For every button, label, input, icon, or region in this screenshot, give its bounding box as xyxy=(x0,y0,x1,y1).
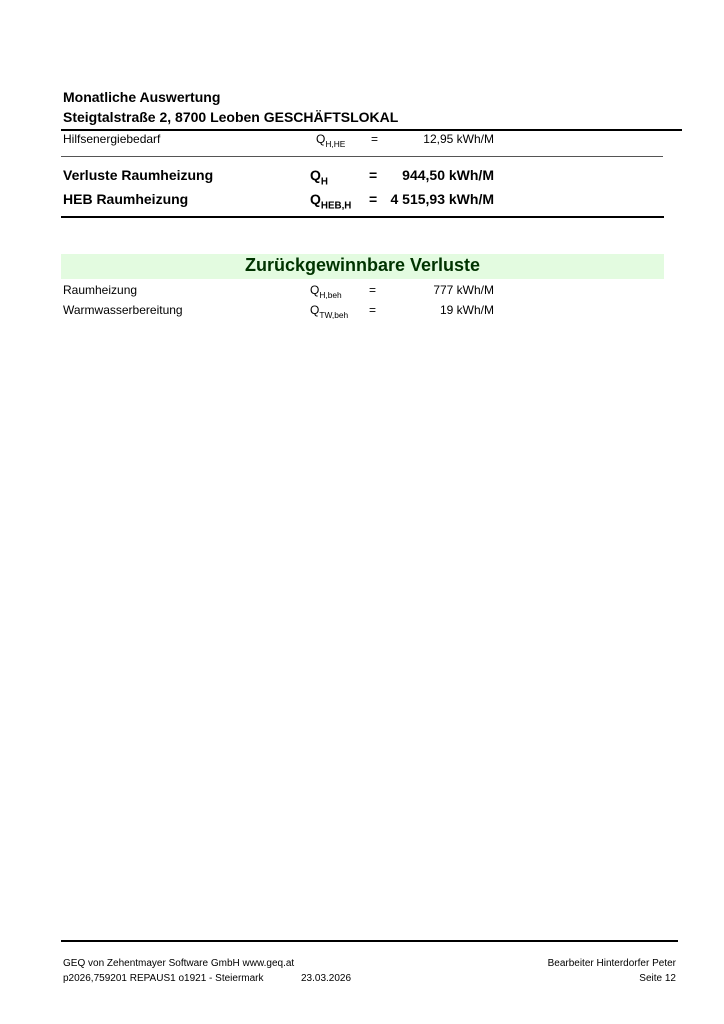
row-equals: = xyxy=(369,167,378,183)
page-subtitle: Steigtalstraße 2, 8700 Leoben GESCHÄFTSLOKAL xyxy=(63,109,399,125)
row-value: 12,95 kWh/M xyxy=(423,132,494,146)
row-value: 777 kWh/M xyxy=(433,283,494,297)
row-value: 944,50 kWh/M xyxy=(402,167,494,183)
row-value: 4 515,93 kWh/M xyxy=(390,191,494,207)
footer-date: 23.03.2026 xyxy=(301,973,352,984)
row-label: Raumheizung xyxy=(63,283,138,297)
footer-page-number: Seite 12 xyxy=(639,973,676,984)
section-title: Zurückgewinnbare Verluste xyxy=(244,255,481,275)
row-symbol: $Q_{H,beh}$ xyxy=(310,283,342,300)
footer-rule xyxy=(61,940,678,942)
footer-author: Bearbeiter Hinterdorfer Peter xyxy=(547,958,676,969)
footer-project: p2026,759201 REPAUS1 o1921 - Steiermark xyxy=(63,973,264,984)
row-label: Warmwasserbereitung xyxy=(63,303,183,317)
header-rule xyxy=(61,129,682,131)
row-equals: = xyxy=(371,132,379,146)
row-label: HEB Raumheizung xyxy=(63,191,189,207)
row-value: 19 kWh/M xyxy=(439,303,494,317)
row-label: Verluste Raumheizung xyxy=(63,167,214,183)
row-symbol: $Q_{HEB,H}$ xyxy=(310,191,352,212)
footer-software: GEQ von Zehentmayer Software GmbH www.geq.at xyxy=(63,958,295,969)
row-symbol: $Q_H$ xyxy=(310,167,328,188)
row-equals: = xyxy=(369,303,377,317)
row-symbol: $Q_{H,HE}$ xyxy=(316,132,346,149)
row-equals: = xyxy=(369,283,377,297)
thin-rule xyxy=(61,156,663,157)
section-rule xyxy=(61,216,664,218)
row-symbol: $Q_{TW,beh}$ xyxy=(310,303,349,320)
row-equals: = xyxy=(369,191,378,207)
row-label: Hilfsenergiebedarf xyxy=(63,132,161,146)
page-title: Monatliche Auswertung xyxy=(63,89,221,105)
